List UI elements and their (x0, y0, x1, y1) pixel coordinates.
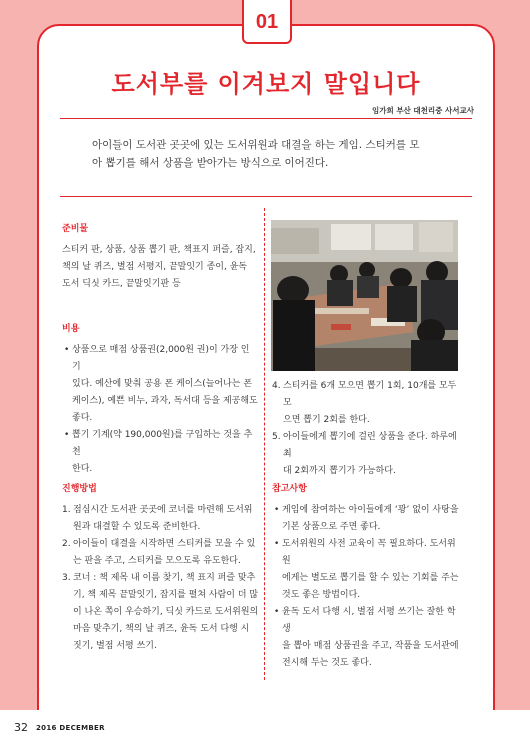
article-card-bottom (37, 690, 495, 710)
photo-illustration (271, 220, 458, 371)
list-item-line: 코너 : 책 제목 내 이름 찾기, 책 표지 퍼즐 맞추 (73, 573, 256, 583)
list-item-line: 게임에 참여하는 아이들에게 ‘꽝’ 없이 사탕을 (282, 505, 459, 515)
intro-line: 아이들이 도서관 곳곳에 있는 도서위원과 대결을 하는 게임. 스티커를 모 (92, 139, 420, 151)
article-title: 도서부를 이겨보지 말입니다 (111, 70, 421, 98)
article-number: 01 (255, 11, 279, 33)
intro-paragraph (92, 136, 444, 172)
list-item (62, 427, 258, 478)
cost-heading: 비용 (62, 324, 80, 334)
list-item-line: 대 2회까지 뽑기가 가능하다. (283, 466, 396, 476)
item-number: 4. (272, 381, 281, 391)
item-number: 2. (62, 539, 71, 549)
list-item-line: 에게는 별도로 뽑기를 할 수 있는 기회를 주는 (282, 573, 459, 583)
list-item-line: 점심시간 도서관 곳곳에 코너를 마련해 도서위 (73, 505, 253, 515)
list-item-line: 것도 좋은 방법이다. (282, 590, 361, 600)
intro-top-rule (60, 118, 472, 119)
list-item-line: 짓기, 별점 서평 쓰기. (73, 641, 157, 651)
cost-section (62, 321, 258, 478)
list-item-line: 스티커를 6개 모으면 뽑기 1회, 10개를 모두 모 (283, 381, 457, 408)
page-number: 32 (14, 721, 28, 734)
list-item-line: 을 뽑아 매점 상품권을 주고, 작품을 도서관에 (282, 641, 459, 651)
list-item-line: 윤독 도서 다행 시, 별점 서평 쓰기는 잘한 학생 (282, 607, 456, 634)
list-item-line: 이 나온 쪽이 우승하기, 딕싯 카드로 도서위원의 (73, 607, 259, 617)
list-item-line: 전시해 두는 것도 좋다. (282, 658, 372, 668)
list-item-line: 는 판을 주고, 스티커를 모으도록 유도한다. (73, 556, 241, 566)
list-item-line: 뽑기 기계(약 190,000원)를 구입하는 것을 추천 (72, 430, 253, 457)
list-item (62, 570, 260, 655)
list-item (272, 378, 462, 429)
bullet: • (64, 430, 70, 440)
intro-bottom-rule (60, 196, 472, 197)
list-item-line: 한다. (72, 464, 93, 474)
list-item-line: 으면 뽑기 2회를 한다. (283, 415, 370, 425)
list-item-line: 좋다. (72, 413, 93, 423)
list-item-line: 있다. 예산에 맞춰 공용 폰 케이스(늘어나는 폰 (72, 379, 253, 389)
article-number-badge (242, 0, 292, 44)
list-item-line: 케이스), 예쁜 비누, 과자, 독서대 등을 제공해도 (72, 396, 258, 406)
notes-heading: 참고사항 (272, 484, 307, 494)
bullet: • (274, 505, 280, 515)
materials-line: 스티커 판, 상품, 상품 뽑기 판, 책표지 퍼즐, 잡지, (62, 245, 256, 255)
list-item (272, 502, 462, 536)
list-item (62, 342, 258, 427)
issue-date: 2016 DECEMBER (36, 724, 105, 732)
materials-heading: 준비물 (62, 224, 89, 234)
author-byline: 임가희 부산 대천리중 사서교사 (371, 106, 474, 115)
process-continued (272, 378, 462, 480)
classroom-photo (271, 220, 458, 371)
list-item-line: 기, 책 제목 끝말잇기, 잡지를 펼쳐 사람이 더 많 (73, 590, 259, 600)
item-number: 1. (62, 505, 71, 515)
list-item-line: 원과 대결할 수 있도록 준비한다. (73, 522, 201, 532)
notes-section (272, 481, 462, 672)
process-heading: 진행방법 (62, 484, 97, 494)
list-item-line: 상품으로 매점 상품권(2,000원 권)이 가장 인기 (72, 345, 250, 372)
item-number: 5. (272, 432, 281, 442)
intro-line: 아 뽑기를 해서 상품을 받아가는 방식으로 이어진다. (92, 157, 329, 169)
list-item-line: 기본 상품으로 주면 좋다. (282, 522, 381, 532)
bullet: • (274, 539, 280, 549)
materials-section (62, 221, 258, 293)
list-item (62, 536, 260, 570)
list-item (272, 536, 462, 604)
list-item-line: 마음 맞추기, 책의 날 퀴즈, 윤독 도서 다행 시 (73, 624, 250, 634)
list-item-line: 아이들이 대결을 시작하면 스티커를 모을 수 있 (73, 539, 256, 549)
list-item-line: 아이들에게 뽑기에 걸린 상품을 준다. 하루에 최 (283, 432, 457, 459)
list-item (62, 502, 260, 536)
bullet: • (274, 607, 280, 617)
column-divider (264, 208, 265, 680)
list-item (272, 429, 462, 480)
item-number: 3. (62, 573, 71, 583)
list-item (272, 604, 462, 672)
bullet: • (64, 345, 70, 355)
list-item-line: 도서위원의 사전 교육이 꼭 필요하다. 도서위원 (282, 539, 456, 566)
materials-line: 책의 날 퀴즈, 별점 서평지, 끝말잇기 종이, 윤독 (62, 262, 248, 272)
materials-line: 도서 딕싯 카드, 끝말잇기판 등 (62, 279, 181, 289)
process-section (62, 481, 260, 655)
